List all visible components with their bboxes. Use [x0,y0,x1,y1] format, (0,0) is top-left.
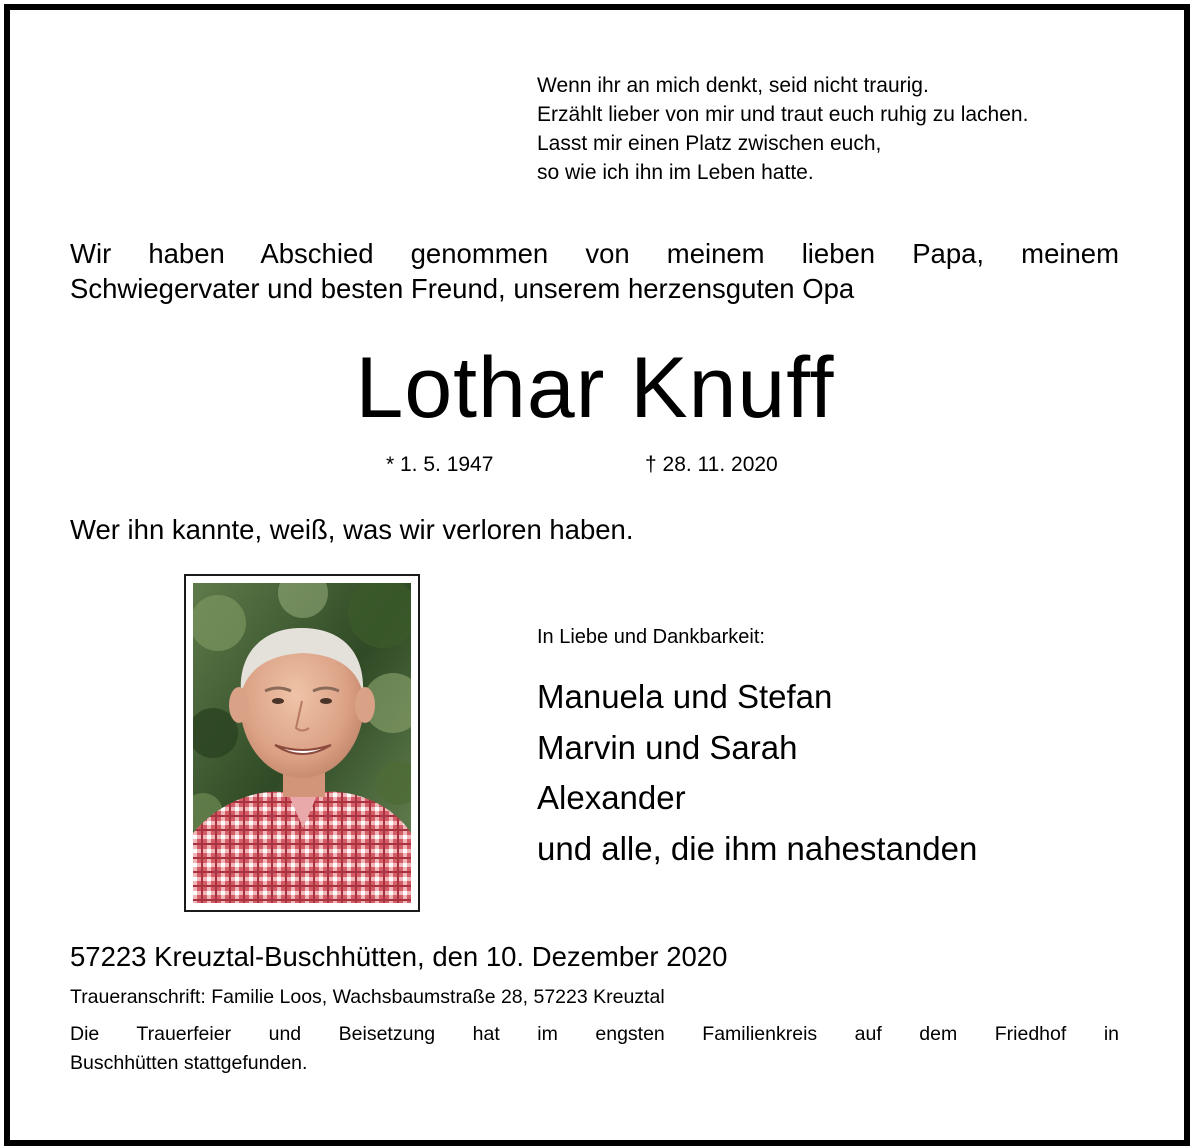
mourner-name: und alle, die ihm nahestanden [537,829,978,867]
thanks-label: In Liebe und Dankbarkeit: [537,626,765,648]
mourning-address: Traueranschrift: Familie Loos, Wachsbaumstraße 28, 57223 Kreuztal [70,986,665,1008]
intro-line: Wir haben Abschied genommen von meinem lieben Papa, meinem [70,238,1119,269]
portrait-frame [184,574,420,912]
portrait-photo [193,583,411,903]
death-date: † 28. 11. 2020 [645,453,778,476]
deceased-name: Lothar Knuff [355,340,835,436]
poem [537,71,1157,187]
poem-line: Wenn ihr an mich denkt, seid nicht traurig. [537,74,929,97]
ceremony-line: Buschhütten stattgefunden. [70,1052,308,1074]
ceremony-note [70,1020,1119,1078]
mourner-name: Alexander [537,779,686,816]
birth-date: * 1. 5. 1947 [386,453,494,476]
mourner-name: Marvin und Sarah [537,728,798,766]
mourners-list [537,672,977,874]
poem-line: Lasst mir einen Platz zwischen euch, [537,132,882,155]
ceremony-line: Die Trauerfeier und Beisetzung hat im engsten Familienkreis auf dem Friedhof in [70,1023,1119,1045]
memorial-quote: Wer ihn kannte, weiß, was wir verloren haben. [70,514,634,545]
intro-text [70,236,1119,306]
poem-line: Erzählt lieber von mir und traut euch ruhig zu lachen. [537,103,1029,126]
mourner-name: Manuela und Stefan [537,678,833,715]
place-and-date: 57223 Kreuztal-Buschhütten, den 10. Dezember 2020 [70,941,728,972]
intro-line: Schwiegervater und besten Freund, unserem herzensguten Opa [70,273,855,304]
poem-line: so wie ich ihn im Leben hatte. [537,161,814,184]
